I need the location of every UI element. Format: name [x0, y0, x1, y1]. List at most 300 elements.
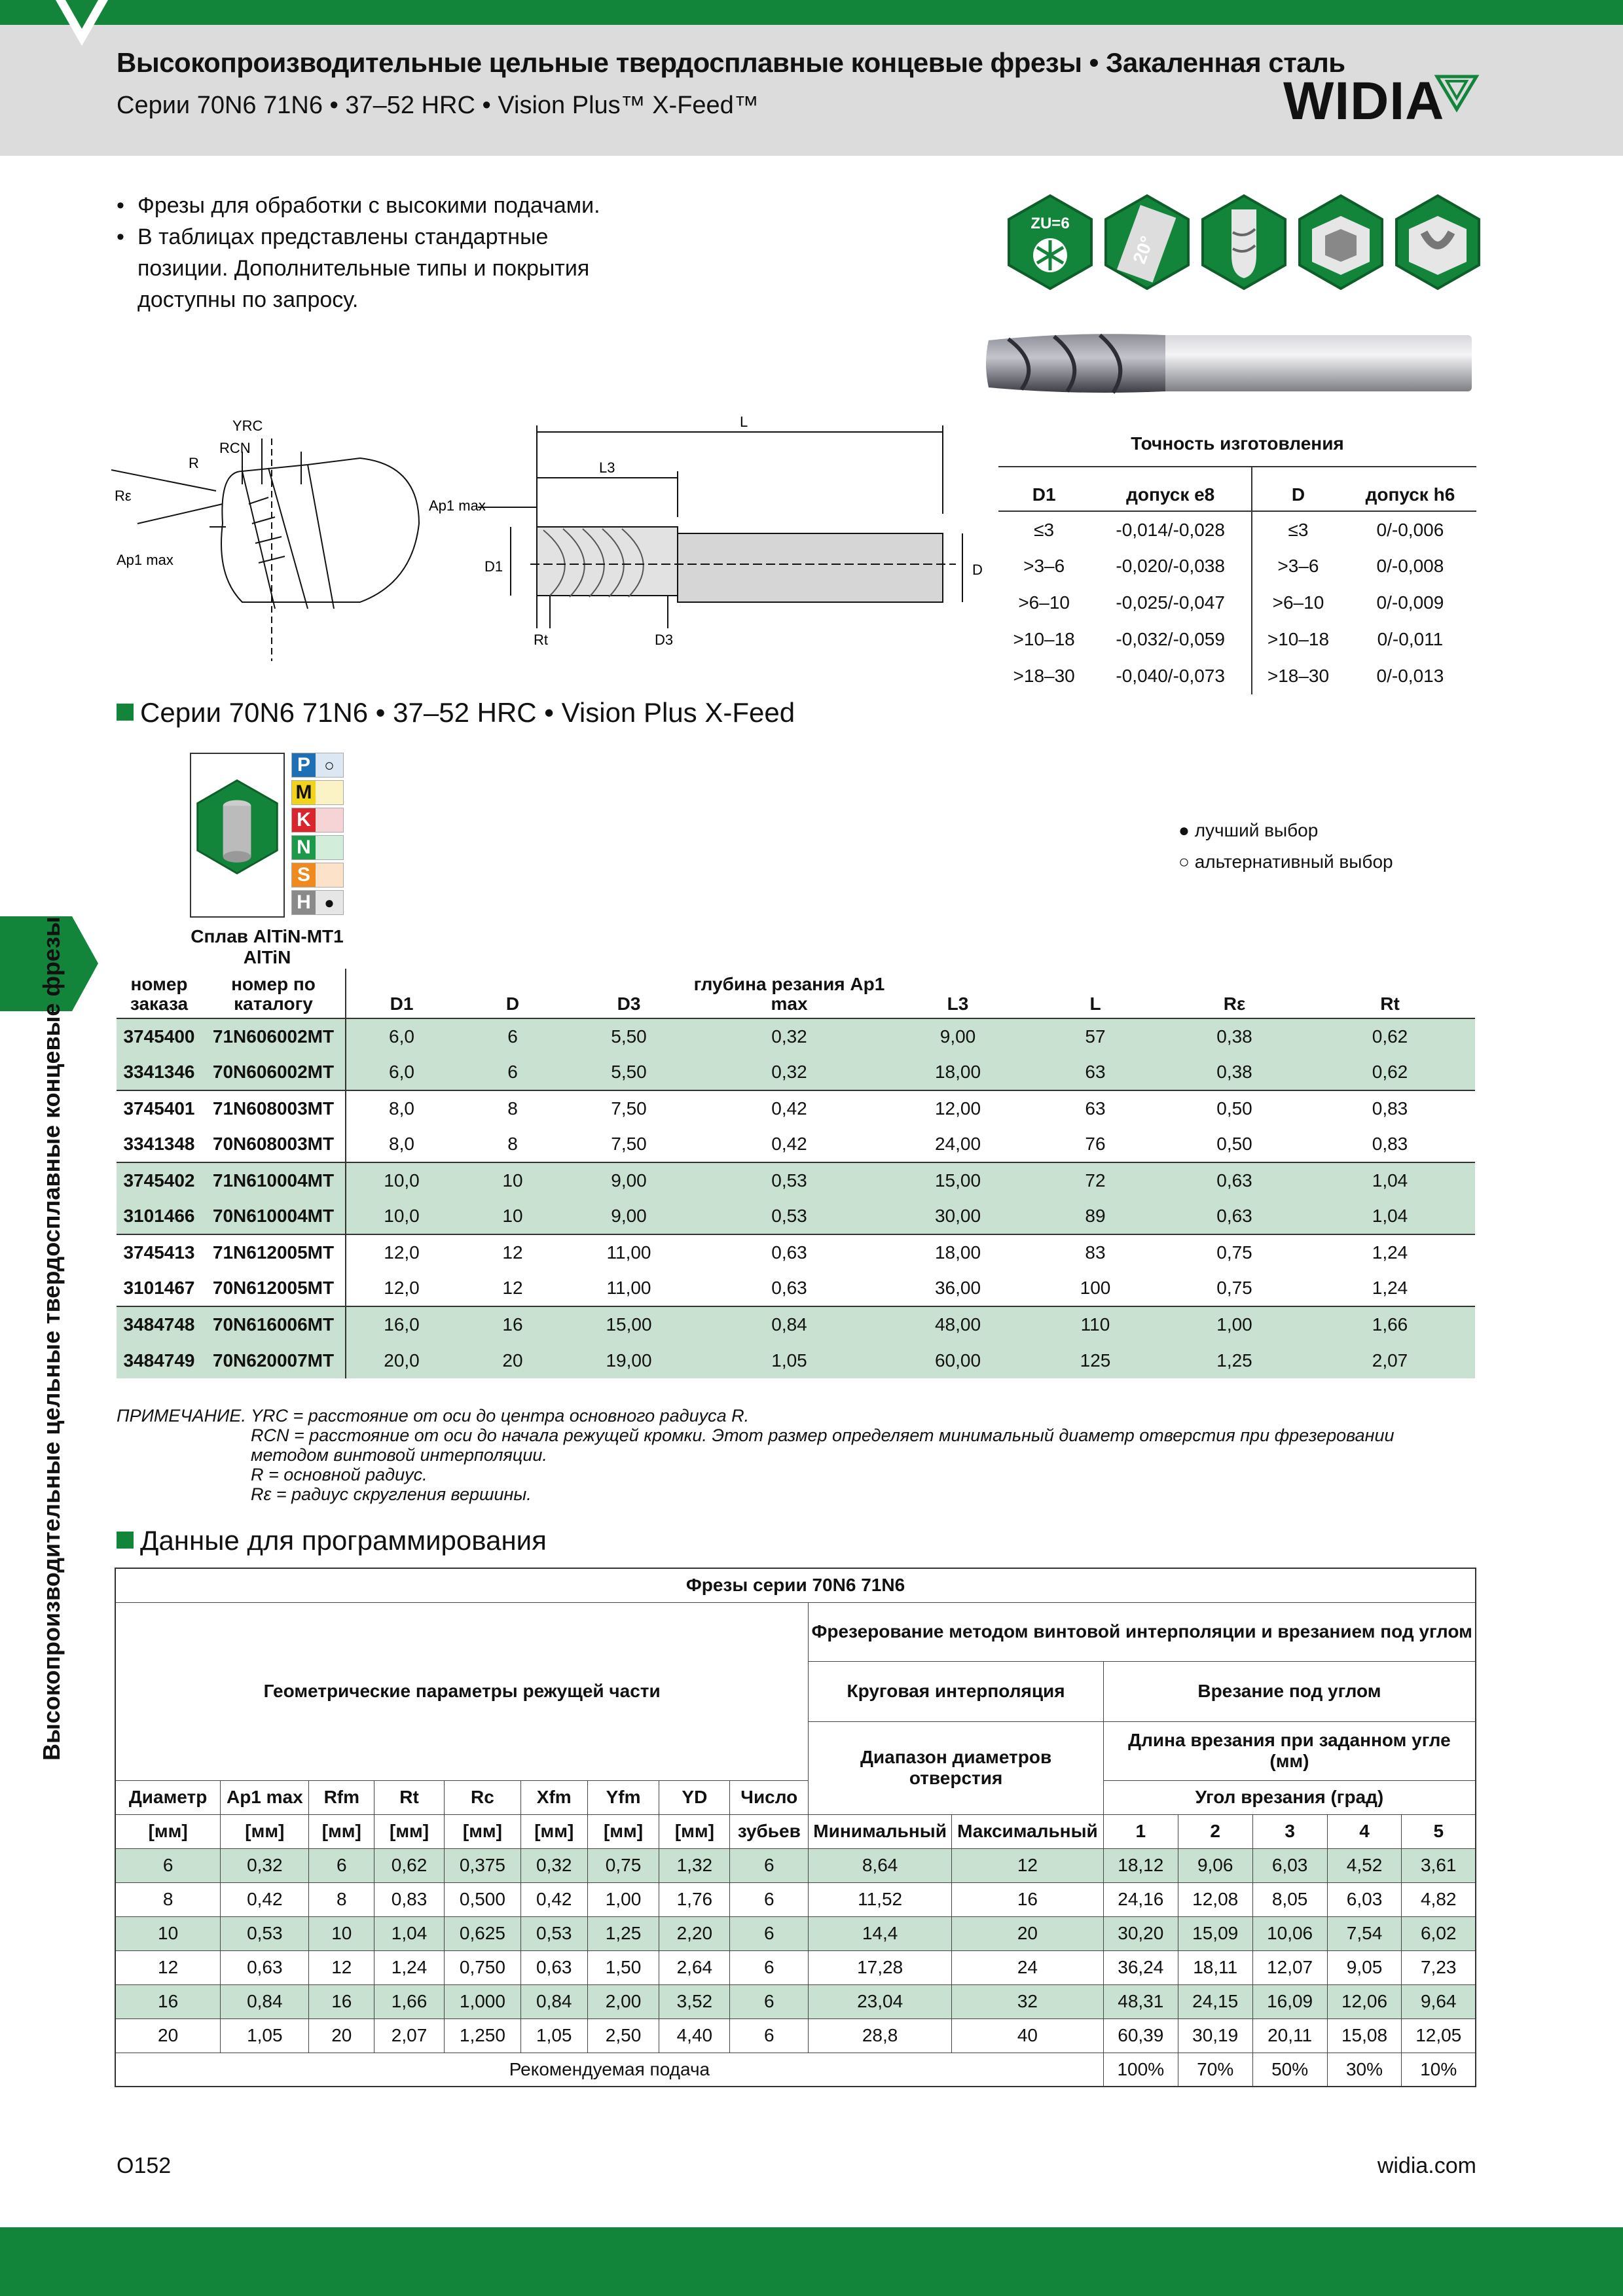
prog-cell: 2,50 [587, 2018, 659, 2053]
prog-unit: [мм] [115, 1814, 221, 1848]
prog-ramp: Врезание под углом [1103, 1661, 1476, 1721]
prog-cell: 1,50 [587, 1950, 659, 1984]
table-cell: 11,00 [568, 1234, 689, 1270]
table-cell: 36,00 [934, 1278, 981, 1298]
table-cell: 1,24 [1372, 1278, 1408, 1298]
col-d1: D1 [346, 969, 457, 1018]
table-cell: 9,00 [568, 1162, 689, 1198]
material-letter: N [292, 836, 316, 859]
table-cell: 3101467 [123, 1278, 195, 1298]
col-l: L [1027, 969, 1164, 1018]
prog-circular: Круговая интерполяция [809, 1661, 1104, 1721]
prog-cell: 40 [951, 2018, 1103, 2053]
table-cell: 0,63 [689, 1234, 889, 1270]
prog-ramp-len: Длина врезания при заданном угле (мм) [1103, 1721, 1476, 1780]
table-cell: 0,62 [1305, 1054, 1475, 1090]
table-cell: 71N608003MT [202, 1090, 346, 1126]
prog-cell: 24,16 [1103, 1882, 1178, 1916]
table-cell: 3101466 [117, 1198, 202, 1234]
col-re: Rε [1164, 969, 1305, 1018]
label-d: D [972, 562, 983, 578]
prog-cell: 1,05 [221, 2018, 309, 2053]
iso-material-list [291, 753, 344, 918]
feed-value: 50% [1252, 2053, 1327, 2087]
prog-cell: 20 [951, 1916, 1103, 1950]
tolerance-cell: >3–6 [1277, 556, 1319, 576]
prog-cell: 0,42 [520, 1882, 587, 1916]
bottom-green-bar [0, 2227, 1623, 2296]
table-cell: 12,00 [889, 1090, 1027, 1126]
series-heading: Серии 70N6 71N6 • 37–52 HRC • Vision Plus X-Feed [117, 697, 795, 728]
table-cell: 15,00 [568, 1306, 689, 1342]
table-cell: 3341346 [117, 1054, 202, 1090]
note-line: RCN = расстояние от оси до начала режущей кромки. Этот размер определяет минимальный диаметр отверстия при фрезеровании методом винтовой интерполяции. [251, 1426, 1395, 1465]
table-cell: 0,32 [689, 1054, 889, 1090]
site-url: widia.com [1377, 2153, 1476, 2178]
prog-unit: [мм] [659, 1814, 730, 1848]
alloy-coating: AlTiN [243, 947, 291, 967]
tol-header: допуск h6 [1344, 467, 1476, 511]
prog-unit: 3 [1252, 1814, 1327, 1848]
table-cell: 0,84 [689, 1306, 889, 1342]
prog-cell: 6 [730, 1950, 809, 1984]
tol-header: D1 [998, 467, 1089, 511]
prog-cell: 16 [115, 1984, 221, 2018]
tolerance-cell: -0,020/-0,038 [1089, 548, 1252, 584]
cutting-edge-diagram [111, 412, 439, 674]
prog-cell: 14,4 [809, 1916, 952, 1950]
material-mark [316, 863, 343, 887]
table-cell: 60,00 [889, 1342, 1027, 1378]
tolerance-cell: 0/-0,011 [1377, 629, 1444, 649]
legend-best: ● лучший выбор [1178, 820, 1319, 840]
prog-cell: 28,8 [809, 2018, 952, 2053]
material-mark [316, 781, 343, 804]
prog-cell: 0,375 [444, 1848, 520, 1882]
tolerance-row [998, 511, 1476, 548]
page-subtitle: Серии 70N6 71N6 • 37–52 HRC • Vision Plus™ X-Feed™ [117, 92, 759, 119]
prog-cell: 2,64 [659, 1950, 730, 1984]
prog-cell: 24 [951, 1950, 1103, 1984]
prog-cell: 0,84 [520, 1984, 587, 2018]
prog-cell: 0,500 [444, 1882, 520, 1916]
tolerance-row [998, 584, 1476, 621]
table-cell: 3484749 [117, 1342, 202, 1378]
prog-cell: 6,02 [1402, 1916, 1476, 1950]
prog-cell: 48,31 [1103, 1984, 1178, 2018]
table-cell: 83 [1027, 1234, 1164, 1270]
table-cell: 6 [457, 1054, 568, 1090]
table-cell: 71N612005MT [202, 1234, 346, 1270]
prog-geom: Геометрические параметры режущей части [115, 1602, 809, 1780]
tolerance-cell: 0/-0,006 [1376, 519, 1444, 540]
prog-cell: 0,63 [221, 1950, 309, 1984]
prog-unit: 1 [1103, 1814, 1178, 1848]
tolerance-cell: 0/-0,013 [1376, 666, 1444, 686]
prog-row [115, 1916, 1476, 1950]
prog-unit: Минимальный [809, 1814, 952, 1848]
table-cell: 0,53 [689, 1198, 889, 1234]
feature-icons [1005, 193, 1483, 291]
prog-cell: 9,05 [1327, 1950, 1402, 1984]
material-row [291, 753, 344, 778]
table-cell: 10 [457, 1162, 568, 1198]
table-cell: 70N616006MT [202, 1306, 346, 1342]
table-cell: 3341348 [123, 1134, 195, 1154]
prog-cell: 6,03 [1252, 1848, 1327, 1882]
label-yrc: YRC [232, 418, 263, 434]
table-cell: 0,50 [1216, 1134, 1252, 1154]
prog-cell: 24,15 [1178, 1984, 1252, 2018]
prog-cell: 1,66 [374, 1984, 445, 2018]
prog-row [115, 1950, 1476, 1984]
material-mark: ○ [324, 755, 335, 775]
feed-value: 70% [1178, 2053, 1252, 2087]
feed-value: 10% [1402, 2053, 1476, 2087]
tolerance-cell: 0/-0,009 [1376, 592, 1444, 613]
prog-cell: 0,32 [221, 1848, 309, 1882]
prog-cell: 16 [951, 1882, 1103, 1916]
label-rt: Rt [534, 632, 548, 648]
table-cell: 63 [1027, 1090, 1164, 1126]
prog-helical: Фрезерование методом винтовой интерполяции и врезанием под углом [809, 1602, 1476, 1661]
table-cell: 18,00 [889, 1234, 1027, 1270]
table-cell: 6,0 [346, 1018, 457, 1054]
table-cell: 0,42 [689, 1090, 889, 1126]
prog-cell: 12 [115, 1950, 221, 1984]
table-cell: 7,50 [568, 1090, 689, 1126]
table-row [117, 1198, 1475, 1234]
prog-cell: 12,05 [1402, 2018, 1476, 2053]
table-cell: 3745401 [117, 1090, 202, 1126]
tolerance-cell: >10–18 [1013, 629, 1075, 649]
table-cell: 0,38 [1164, 1018, 1305, 1054]
col-l3: L3 [889, 969, 1027, 1018]
material-grades [190, 753, 347, 918]
prog-unit: [мм] [221, 1814, 309, 1848]
col-d3: D3 [568, 969, 689, 1018]
label-r: R [189, 455, 199, 471]
material-letter: M [292, 781, 316, 804]
prog-cell: 0,53 [221, 1916, 309, 1950]
prog-cell: 6 [730, 1848, 809, 1882]
end-mill-icon [1199, 193, 1289, 291]
prog-unit: [мм] [309, 1814, 374, 1848]
prog-cell: 1,00 [587, 1882, 659, 1916]
prog-cell: 23,04 [809, 1984, 952, 2018]
table-cell: 70N606002MT [202, 1054, 346, 1090]
table-cell: 0,83 [1372, 1134, 1408, 1154]
material-row [291, 780, 344, 805]
prog-cell: 0,42 [221, 1882, 309, 1916]
table-row [117, 1018, 1475, 1054]
prog-cell: 1,76 [659, 1882, 730, 1916]
table-cell: 57 [1027, 1018, 1164, 1054]
table-cell: 20,0 [346, 1342, 457, 1378]
tolerance-cell: ≤3 [1034, 519, 1055, 540]
prog-cell: 8,05 [1252, 1882, 1327, 1916]
table-cell: 63 [1027, 1054, 1164, 1090]
table-cell: 0,50 [1164, 1090, 1305, 1126]
table-row [117, 1126, 1475, 1162]
table-cell: 48,00 [889, 1306, 1027, 1342]
prog-cell: 7,23 [1402, 1950, 1476, 1984]
table-cell: 0,75 [1216, 1278, 1252, 1298]
table-row [117, 1090, 1475, 1126]
note-line: Rε = радиус скругления вершины. [251, 1484, 532, 1504]
table-cell: 0,53 [689, 1162, 889, 1198]
table-cell: 72 [1027, 1162, 1164, 1198]
tolerance-cell: >6–10 [1272, 592, 1324, 613]
label-ap1: Ap1 max [117, 552, 173, 568]
col-ap1max: глубина резания Ap1 max [689, 969, 889, 1018]
prog-cell: 6 [730, 1984, 809, 2018]
table-cell: 1,05 [689, 1342, 889, 1378]
prog-cell: 9,06 [1178, 1848, 1252, 1882]
prog-row [115, 1882, 1476, 1916]
prog-cell: 15,09 [1178, 1916, 1252, 1950]
tolerance-cell: 0/-0,008 [1376, 556, 1444, 576]
prog-col-header: Ap1 max [221, 1780, 309, 1814]
table-cell: 5,50 [568, 1054, 689, 1090]
prog-cell: 4,40 [659, 2018, 730, 2053]
prog-cell: 0,83 [374, 1882, 445, 1916]
tolerance-cell: -0,025/-0,047 [1089, 584, 1252, 621]
prog-ramp-angle: Угол врезания (град) [1103, 1780, 1476, 1814]
tolerance-row [998, 658, 1476, 694]
prog-unit: [мм] [444, 1814, 520, 1848]
material-row [291, 890, 344, 915]
table-row [117, 1306, 1475, 1342]
table-row [117, 1054, 1475, 1090]
table-cell: 0,63 [1164, 1162, 1305, 1198]
table-cell: 12 [502, 1278, 523, 1298]
prog-cell: 1,05 [520, 2018, 587, 2053]
prog-cell: 1,250 [444, 2018, 520, 2053]
table-cell: 30,00 [889, 1198, 1027, 1234]
prog-col-header: Диаметр [115, 1780, 221, 1814]
table-cell: 19,00 [568, 1342, 689, 1378]
table-cell: 1,00 [1164, 1306, 1305, 1342]
prog-cell: 6,03 [1327, 1882, 1402, 1916]
prog-cell: 0,53 [520, 1916, 587, 1950]
table-cell: 9,00 [889, 1018, 1027, 1054]
prog-col-header: Yfm [587, 1780, 659, 1814]
prog-cell: 0,750 [444, 1950, 520, 1984]
table-cell: 0,38 [1164, 1054, 1305, 1090]
col-catalog-number: номер по каталогу [202, 969, 346, 1018]
prog-cell: 0,84 [221, 1984, 309, 2018]
label-rcn: RCN [219, 440, 251, 456]
table-cell: 15,00 [889, 1162, 1027, 1198]
table-cell: 70N612005MT [202, 1270, 346, 1306]
programming-heading: Данные для программирования [117, 1525, 547, 1556]
table-cell: 9,00 [568, 1198, 689, 1234]
table-cell: 5,50 [568, 1018, 689, 1054]
table-cell: 71N610004MT [202, 1162, 346, 1198]
table-cell: 0,83 [1305, 1090, 1475, 1126]
prog-cell: 36,24 [1103, 1950, 1178, 1984]
prog-cell: 4,82 [1402, 1882, 1476, 1916]
material-row [291, 808, 344, 833]
col-d: D [457, 969, 568, 1018]
prog-cell: 60,39 [1103, 2018, 1178, 2053]
prog-cell: 10,06 [1252, 1916, 1327, 1950]
prog-unit: 2 [1178, 1814, 1252, 1848]
prog-cell: 18,11 [1178, 1950, 1252, 1984]
prog-row [115, 1984, 1476, 2018]
table-cell: 3745413 [117, 1234, 202, 1270]
col-order-number: номер заказа [117, 969, 202, 1018]
legend [1178, 815, 1393, 878]
prog-row [115, 2018, 1476, 2053]
slot-milling-icon [1393, 193, 1483, 291]
table-cell: 70N610004MT [202, 1198, 346, 1234]
prog-cell: 30,20 [1103, 1916, 1178, 1950]
material-letter: H [292, 891, 316, 914]
prog-col-header: Rc [444, 1780, 520, 1814]
table-cell: 8 [507, 1134, 518, 1154]
prog-cell: 6 [309, 1848, 374, 1882]
table-cell: 1,24 [1305, 1234, 1475, 1270]
prog-cell: 12 [309, 1950, 374, 1984]
prog-cell: 3,52 [659, 1984, 730, 2018]
feed-value: 100% [1103, 2053, 1178, 2087]
prog-cell: 32 [951, 1984, 1103, 2018]
end-mill-image [982, 327, 1480, 399]
label-d3: D3 [655, 632, 674, 648]
prog-col-header: Rfm [309, 1780, 374, 1814]
prog-unit: 5 [1402, 1814, 1476, 1848]
hex-angle-label: 20° [1129, 233, 1158, 266]
table-cell: 18,00 [889, 1054, 1027, 1090]
tolerance-cell: >18–30 [1013, 666, 1075, 686]
top-green-bar [0, 0, 1623, 25]
tolerance-row [998, 621, 1476, 658]
prog-cell: 1,04 [374, 1916, 445, 1950]
tolerance-cell: -0,040/-0,073 [1089, 658, 1252, 694]
prog-cell: 9,64 [1402, 1984, 1476, 2018]
helix-angle-icon [1102, 193, 1192, 291]
widia-triangle-icon [1434, 73, 1480, 113]
prog-col-header: Rt [374, 1780, 445, 1814]
material-mark [316, 836, 343, 859]
prog-unit: 4 [1327, 1814, 1402, 1848]
table-cell: 8,0 [346, 1090, 457, 1126]
table-cell: 0,63 [771, 1278, 807, 1298]
hex-zu-label: ZU=6 [1030, 215, 1070, 232]
table-cell: 3484748 [117, 1306, 202, 1342]
table-cell: 6 [457, 1018, 568, 1054]
tolerance-cell: >3–6 [1023, 556, 1065, 576]
page-number: O152 [117, 2153, 172, 2178]
table-row [117, 1162, 1475, 1198]
table-cell: 110 [1027, 1306, 1164, 1342]
tolerance-cell: -0,014/-0,028 [1089, 511, 1252, 548]
prog-unit: [мм] [520, 1814, 587, 1848]
table-cell: 11,00 [606, 1278, 651, 1298]
table-cell: 0,32 [689, 1018, 889, 1054]
prog-cell: 6 [115, 1848, 221, 1882]
prog-unit: зубьев [730, 1814, 809, 1848]
prog-cell: 30,19 [1178, 2018, 1252, 2053]
alloy-name: Сплав AlTiN-MT1 [191, 926, 344, 946]
prog-cell: 0,32 [520, 1848, 587, 1882]
feature-bullets [117, 190, 614, 315]
table-cell: 2,07 [1305, 1342, 1475, 1378]
prog-cell: 0,62 [374, 1848, 445, 1882]
table-cell: 125 [1027, 1342, 1164, 1378]
table-cell: 12 [457, 1234, 568, 1270]
prog-cell: 0,63 [520, 1950, 587, 1984]
prog-cell: 1,24 [374, 1950, 445, 1984]
feed-label: Рекомендуемая подача [115, 2053, 1103, 2087]
material-letter: P [292, 753, 316, 777]
header-corner-triangle [65, 0, 98, 29]
table-cell: 0,75 [1164, 1234, 1305, 1270]
prog-cell: 12 [951, 1848, 1103, 1882]
table-cell: 89 [1027, 1198, 1164, 1234]
legend-alt: ○ альтернативный выбор [1178, 852, 1393, 872]
label-re: Rε [115, 488, 132, 504]
table-cell: 70N608003MT [202, 1126, 346, 1162]
tolerance-caption: Точность изготовления [1131, 433, 1344, 454]
six-flutes-icon [1005, 193, 1095, 291]
table-cell: 1,04 [1305, 1162, 1475, 1198]
note-line: YRC = расстояние от оси до центра основного радиуса R. [251, 1406, 750, 1426]
tol-header: допуск e8 [1089, 467, 1252, 511]
table-cell: 24,00 [934, 1134, 981, 1154]
label-d1: D1 [484, 558, 503, 575]
label-l: L [740, 414, 748, 430]
pocket-milling-icon [1296, 193, 1386, 291]
alloy-label [117, 926, 418, 968]
prog-cell: 1,32 [659, 1848, 730, 1882]
prog-cell: 17,28 [809, 1950, 952, 1984]
tolerance-cell: ≤3 [1288, 519, 1309, 540]
tolerance-cell: >6–10 [1018, 592, 1070, 613]
prog-cell: 20 [309, 2018, 374, 2053]
note-line: R = основной радиус. [251, 1465, 428, 1484]
prog-cell: 4,52 [1327, 1848, 1402, 1882]
prog-cell: 10 [309, 1916, 374, 1950]
label-ap1max: Ap1 max [429, 497, 486, 514]
tolerance-cell: >10–18 [1267, 629, 1330, 649]
table-cell: 3745402 [117, 1162, 202, 1198]
tolerance-cell: -0,032/-0,059 [1089, 621, 1252, 658]
table-cell: 16 [457, 1306, 568, 1342]
col-rt: Rt [1305, 969, 1475, 1018]
programming-table [115, 1568, 1476, 2087]
table-cell: 7,50 [611, 1134, 647, 1154]
prog-cell: 8,64 [809, 1848, 952, 1882]
material-letter: S [292, 863, 316, 887]
prog-cell: 2,00 [587, 1984, 659, 2018]
table-row [117, 1234, 1475, 1270]
prog-cell: 1,25 [587, 1916, 659, 1950]
prog-cell: 12,07 [1252, 1950, 1327, 1984]
table-cell: 12,0 [346, 1234, 457, 1270]
bullet-item: • Фрезы для обработки с высокими подачами. [117, 190, 614, 221]
table-cell: 1,25 [1164, 1342, 1305, 1378]
table-cell: 100 [1080, 1278, 1111, 1298]
prog-cell: 10 [115, 1916, 221, 1950]
table-cell: 0,62 [1305, 1018, 1475, 1054]
page-title: Высокопроизводительные цельные твердосплавные концевые фрезы • Закаленная сталь [117, 47, 1345, 78]
table-cell: 8 [457, 1090, 568, 1126]
prog-cell: 8 [309, 1882, 374, 1916]
prog-cell: 12,08 [1178, 1882, 1252, 1916]
